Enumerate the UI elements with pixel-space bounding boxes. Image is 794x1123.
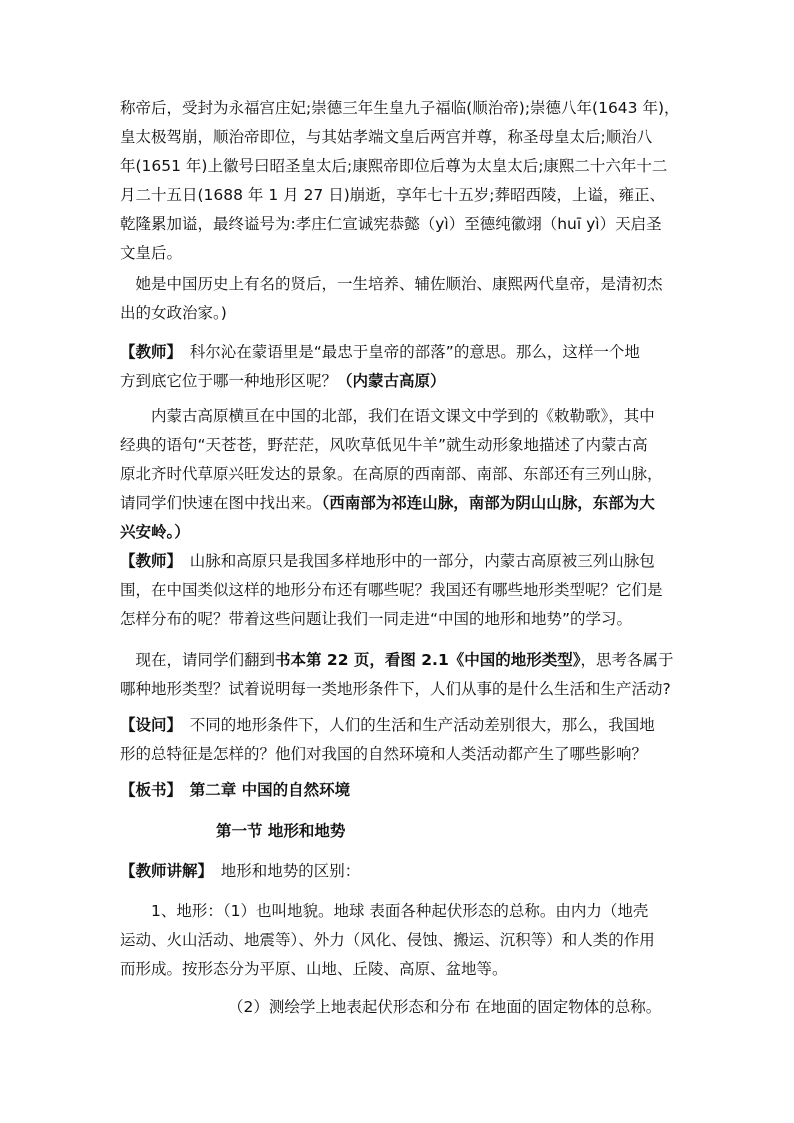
text-line: 月二十五日(1688 年 1 月 27 日)崩逝，享年七十五岁;葬昭西陵，上谥，雍正、: [120, 186, 665, 204]
paragraph-lecture: [120, 857, 680, 886]
text-line: 而形成。按形态分为平原、山地、丘陵、高原、盆地等。: [120, 960, 508, 978]
answer-text: 兴安岭。）: [120, 523, 190, 541]
paragraph-teacher-terrain: [120, 547, 680, 634]
paragraph-landform-definition: [120, 897, 680, 984]
chapter-heading: 第二章 中国的自然环境: [174, 781, 351, 799]
text-line: 称帝后，受封为永福宫庄妃;崇德三年生皇九子福临(顺治帝);崇德八年(1643 年)，: [120, 99, 680, 117]
text-line: 地形和地势的区别：: [205, 862, 361, 880]
answer-text: （内蒙古高原）: [337, 372, 446, 390]
text-line: 皇太极驾崩，顺治帝即位，与其姑孝端文皇后两宫并尊，称圣母皇太后;顺治八: [120, 128, 653, 146]
text-line: ，思考各属于: [580, 651, 674, 669]
text-line: 乾隆累加谥，最终谥号为:孝庄仁宣诚宪恭懿（yì）至德纯徽翊（huī yì）天启圣: [120, 215, 662, 233]
textbook-reference: 书本第 22 页，看图 2.1《中国的地形类型》: [275, 651, 581, 669]
text-line: 形的总特征是怎样的？他们对我国的自然环境和人类活动都产生了哪些影响？: [120, 745, 648, 763]
answer-text: （西南部为祁连山脉，南部为阴山山脉，东部为大: [321, 494, 655, 512]
text-line: 1、地形：（1）也叫地貌。地球 表面各种起伏形态的总称。由内力（地壳: [120, 902, 649, 920]
section-heading: [216, 817, 516, 846]
text-line: 文皇后。: [120, 244, 183, 262]
paragraph-evaluation: [120, 270, 680, 328]
paragraph-teacher-khorchin: [120, 338, 680, 396]
paragraph-textbook: [120, 646, 680, 704]
text-line: 出的女政治家。): [120, 304, 227, 322]
section-title: 第一节 地形和地势: [216, 822, 346, 840]
text-line: 运动、火山活动、地震等）、外力（风化、侵蚀、搬运、沉积等）和人类的作用: [120, 931, 655, 949]
text-line: 内蒙古高原横亘在中国的北部，我们在语文课文中学到的《敕勒歌》，其中: [120, 407, 655, 425]
paragraph-board: [120, 776, 680, 805]
text-line: 怎样分布的呢？带着这些问题让我们一同走进“中国的地形和地势”的学习。: [120, 610, 633, 628]
text-line: （2）测绘学上地表起伏形态和分布 在地面的固定物体的总称。: [228, 998, 662, 1016]
paragraph-biography: [120, 94, 680, 268]
label-board: 【板书】: [120, 781, 175, 799]
paragraph-question: [120, 711, 680, 769]
text-line: 哪种地形类型？试着说明每一类地形条件下，人们从事的是什么生活和生产活动?: [120, 680, 671, 698]
label-teacher: 【教师】: [120, 343, 175, 361]
label-teacher: 【教师】: [120, 552, 175, 570]
text-line: 现在，请同学们翻到: [120, 651, 276, 669]
text-line: 方到底它位于哪一种地形区呢？: [120, 372, 338, 390]
paragraph-inner-mongolia: [120, 402, 680, 547]
label-lecture: 【教师讲解】: [120, 862, 206, 880]
text-line: 山脉和高原只是我国多样地形中的一部分，内蒙古高原被三列山脉包: [174, 552, 655, 570]
text-line: 年(1651 年)上徽号曰昭圣皇太后;康熙帝即位后尊为太皇太后;康熙二十六年十二: [120, 157, 668, 175]
text-line: 请同学们快速在图中找出来。: [120, 494, 322, 512]
text-line: 不同的地形条件下，人们的生活和生产活动差别很大，那么，我国地: [174, 716, 655, 734]
text-line: 原北齐时代草原兴旺发达的景象。在高原的西南部、南部、东部还有三列山脉，: [120, 465, 663, 483]
text-line: 她是中国历史上有名的贤后，一生培养、辅佐顺治、康熙两代皇帝，是清初杰: [120, 275, 663, 293]
paragraph-surveying-definition: [228, 993, 688, 1022]
label-question: 【设问】: [120, 716, 175, 734]
text-line: 科尔沁在蒙语里是“最忠于皇帝的部落”的意思。那么，这样一个地: [174, 343, 640, 361]
text-line: 经典的语句“天苍苍，野茫茫，风吹草低见牛羊”就生动形象地描述了内蒙古高: [120, 436, 648, 454]
text-line: 围，在中国类似这样的地形分布还有哪些呢？我国还有哪些地形类型呢？它们是: [120, 581, 663, 599]
